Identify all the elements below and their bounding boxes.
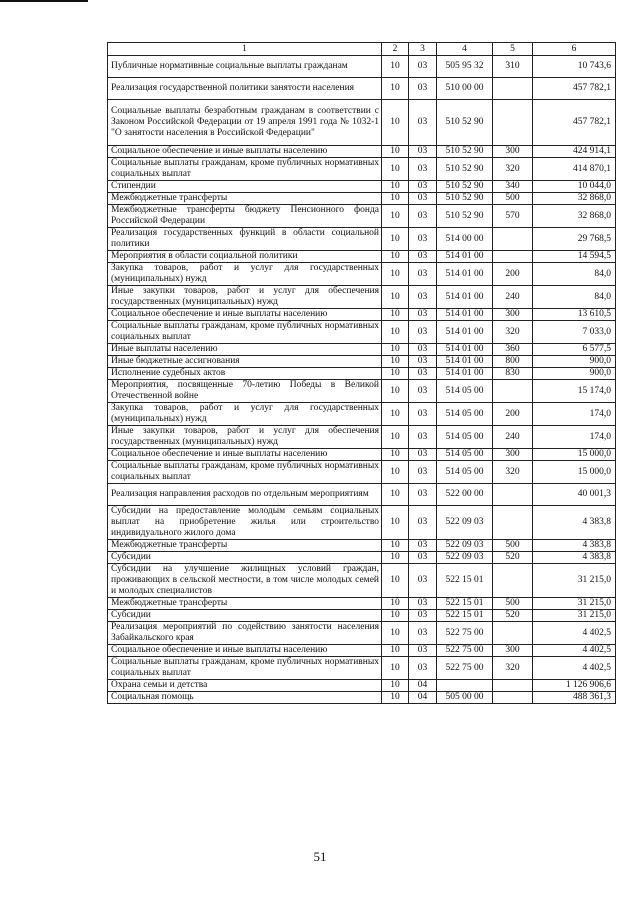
row-value-cell: 32 868,0 [533, 193, 616, 205]
row-value-cell: 31 215,0 [533, 564, 616, 598]
row-value-cell: 03 [409, 403, 437, 426]
row-value-cell: 522 09 03 [437, 552, 493, 564]
row-value-cell: 514 05 00 [437, 449, 493, 461]
row-value-cell: 320 [493, 158, 533, 181]
row-value-cell: 510 52 90 [437, 205, 493, 228]
row-value-cell: 10 [382, 461, 409, 484]
table-row [108, 403, 616, 426]
row-value-cell: 522 15 01 [437, 598, 493, 610]
row-value-cell: 457 782,1 [533, 78, 616, 100]
row-value-cell: 505 00 00 [437, 692, 493, 704]
table-row [108, 506, 616, 540]
row-value-cell: 514 00 00 [437, 228, 493, 251]
table-row [108, 692, 616, 704]
row-value-cell: 32 868,0 [533, 205, 616, 228]
row-value-cell: 03 [409, 321, 437, 344]
row-label-cell: Субсидии на улучшение жилищных условий граждан, проживающих в сельской местности, в том числе молодых семей и молодых специалистов [108, 564, 382, 598]
row-value-cell: 510 52 90 [437, 146, 493, 158]
row-value-cell: 360 [493, 344, 533, 356]
row-value-cell: 522 15 01 [437, 564, 493, 598]
row-value-cell: 10 [382, 146, 409, 158]
table-row [108, 193, 616, 205]
row-value-cell [493, 564, 533, 598]
row-value-cell: 522 00 00 [437, 484, 493, 506]
row-value-cell: 505 95 32 [437, 56, 493, 78]
row-value-cell: 10 [382, 426, 409, 449]
row-label-cell: Иные выплаты населению [108, 344, 382, 356]
row-value-cell: 84,0 [533, 286, 616, 309]
row-value-cell: 457 782,1 [533, 100, 616, 146]
row-value-cell: 10 [382, 657, 409, 680]
row-value-cell: 10 [382, 100, 409, 146]
row-value-cell: 10 [382, 205, 409, 228]
row-value-cell: 03 [409, 344, 437, 356]
row-value-cell: 03 [409, 380, 437, 403]
row-label-cell: Социальное обеспечение и иные выплаты населению [108, 645, 382, 657]
row-value-cell: 522 75 00 [437, 622, 493, 645]
row-value-cell: 1 126 906,6 [533, 680, 616, 692]
row-value-cell: 03 [409, 368, 437, 380]
row-value-cell: 510 52 90 [437, 181, 493, 193]
row-value-cell: 900,0 [533, 356, 616, 368]
row-value-cell: 500 [493, 193, 533, 205]
row-value-cell: 514 01 00 [437, 356, 493, 368]
row-value-cell: 300 [493, 146, 533, 158]
table-row [108, 56, 616, 78]
row-value-cell [493, 692, 533, 704]
row-value-cell: 03 [409, 286, 437, 309]
row-label-cell: Стипендии [108, 181, 382, 193]
table-row [108, 368, 616, 380]
table-row [108, 263, 616, 286]
row-label-cell: Иные закупки товаров, работ и услуг для обеспечения государственных (муниципальных) нужд [108, 286, 382, 309]
row-value-cell: 900,0 [533, 368, 616, 380]
table-row [108, 181, 616, 193]
row-value-cell: 4 383,8 [533, 552, 616, 564]
row-value-cell: 6 577,5 [533, 344, 616, 356]
row-value-cell: 514 01 00 [437, 263, 493, 286]
row-value-cell: 510 52 90 [437, 158, 493, 181]
row-value-cell: 310 [493, 56, 533, 78]
row-value-cell: 03 [409, 426, 437, 449]
header-cell: 1 [108, 43, 382, 56]
row-value-cell: 03 [409, 146, 437, 158]
row-value-cell: 4 383,8 [533, 540, 616, 552]
row-value-cell: 10 [382, 286, 409, 309]
row-label-cell: Межбюджетные трансферты [108, 598, 382, 610]
row-label-cell: Межбюджетные трансферты [108, 193, 382, 205]
table-row [108, 251, 616, 263]
row-value-cell: 14 594,5 [533, 251, 616, 263]
row-label-cell: Социальные выплаты гражданам, кроме публичных нормативных социальных выплат [108, 321, 382, 344]
row-value-cell: 15 000,0 [533, 449, 616, 461]
row-label-cell: Закупка товаров, работ и услуг для государственных (муниципальных) нужд [108, 403, 382, 426]
row-value-cell: 830 [493, 368, 533, 380]
row-value-cell: 514 05 00 [437, 403, 493, 426]
row-value-cell: 03 [409, 100, 437, 146]
row-value-cell: 10 044,0 [533, 181, 616, 193]
row-value-cell: 300 [493, 449, 533, 461]
row-value-cell: 10 [382, 449, 409, 461]
row-value-cell: 03 [409, 309, 437, 321]
row-value-cell: 29 768,5 [533, 228, 616, 251]
row-value-cell: 320 [493, 321, 533, 344]
row-value-cell: 03 [409, 610, 437, 622]
row-value-cell: 10 [382, 610, 409, 622]
row-value-cell: 10 [382, 484, 409, 506]
row-value-cell: 10 [382, 680, 409, 692]
row-value-cell: 10 [382, 78, 409, 100]
row-value-cell: 03 [409, 181, 437, 193]
row-value-cell: 520 [493, 610, 533, 622]
row-value-cell: 10 [382, 344, 409, 356]
table-row [108, 205, 616, 228]
row-value-cell: 15 174,0 [533, 380, 616, 403]
table-row [108, 309, 616, 321]
row-label-cell: Субсидии [108, 610, 382, 622]
row-label-cell: Социальные выплаты гражданам, кроме публичных нормативных социальных выплат [108, 158, 382, 181]
row-label-cell: Иные закупки товаров, работ и услуг для обеспечения государственных (муниципальных) нужд [108, 426, 382, 449]
row-value-cell: 414 870,1 [533, 158, 616, 181]
row-value-cell [493, 622, 533, 645]
row-value-cell: 7 033,0 [533, 321, 616, 344]
row-value-cell: 500 [493, 540, 533, 552]
row-value-cell: 522 09 03 [437, 540, 493, 552]
table-row [108, 286, 616, 309]
table-row [108, 552, 616, 564]
table-row [108, 321, 616, 344]
row-label-cell: Межбюджетные трансферты бюджету Пенсионного фонда Российской Федерации [108, 205, 382, 228]
table-row [108, 78, 616, 100]
row-label-cell: Социальное обеспечение и иные выплаты населению [108, 309, 382, 321]
row-value-cell: 03 [409, 205, 437, 228]
row-value-cell: 522 09 03 [437, 506, 493, 540]
row-label-cell: Исполнение судебных актов [108, 368, 382, 380]
row-value-cell: 04 [409, 692, 437, 704]
row-label-cell: Иные бюджетные ассигнования [108, 356, 382, 368]
row-value-cell: 03 [409, 622, 437, 645]
row-value-cell [493, 506, 533, 540]
header-cell: 6 [533, 43, 616, 56]
row-label-cell: Социальные выплаты гражданам, кроме публичных нормативных социальных выплат [108, 461, 382, 484]
row-value-cell: 03 [409, 78, 437, 100]
row-value-cell: 10 743,6 [533, 56, 616, 78]
row-value-cell [493, 100, 533, 146]
row-label-cell: Социальное обеспечение и иные выплаты населению [108, 146, 382, 158]
row-value-cell: 174,0 [533, 403, 616, 426]
table-row [108, 645, 616, 657]
row-value-cell: 510 00 00 [437, 78, 493, 100]
row-value-cell: 10 [382, 540, 409, 552]
row-value-cell: 514 01 00 [437, 321, 493, 344]
row-value-cell: 10 [382, 368, 409, 380]
row-label-cell: Публичные нормативные социальные выплаты гражданам [108, 56, 382, 78]
row-value-cell: 10 [382, 193, 409, 205]
table-row [108, 484, 616, 506]
table-row [108, 680, 616, 692]
header-cell: 5 [493, 43, 533, 56]
row-value-cell: 10 [382, 56, 409, 78]
row-value-cell: 10 [382, 645, 409, 657]
row-value-cell: 10 [382, 309, 409, 321]
row-value-cell [493, 380, 533, 403]
row-value-cell: 500 [493, 598, 533, 610]
row-label-cell: Социальные выплаты безработным гражданам в соответствии с Законом Российской Федерации от 19 апреля 1991 года № 1032-1 "О занятости населения в Российской Федерации" [108, 100, 382, 146]
row-value-cell: 424 914,1 [533, 146, 616, 158]
header-cell: 4 [437, 43, 493, 56]
row-value-cell: 488 361,3 [533, 692, 616, 704]
row-value-cell: 800 [493, 356, 533, 368]
table-row [108, 449, 616, 461]
row-value-cell: 03 [409, 506, 437, 540]
row-value-cell: 10 [382, 356, 409, 368]
row-value-cell: 514 01 00 [437, 286, 493, 309]
row-value-cell: 4 402,5 [533, 645, 616, 657]
row-label-cell: Субсидии на предоставление молодым семьям социальных выплат на приобретение жилья или строительство индивидуального жилого дома [108, 506, 382, 540]
row-value-cell: 200 [493, 263, 533, 286]
row-label-cell: Реализация направления расходов по отдельным мероприятиям [108, 484, 382, 506]
table-row [108, 380, 616, 403]
row-value-cell: 03 [409, 263, 437, 286]
row-value-cell: 03 [409, 564, 437, 598]
row-value-cell: 320 [493, 461, 533, 484]
row-value-cell: 03 [409, 552, 437, 564]
row-value-cell: 4 402,5 [533, 622, 616, 645]
row-value-cell: 522 75 00 [437, 645, 493, 657]
table-row [108, 622, 616, 645]
row-value-cell: 514 01 00 [437, 251, 493, 263]
row-value-cell: 03 [409, 449, 437, 461]
row-value-cell: 4 383,8 [533, 506, 616, 540]
row-value-cell: 200 [493, 403, 533, 426]
table-row [108, 356, 616, 368]
row-value-cell: 03 [409, 484, 437, 506]
row-value-cell: 514 05 00 [437, 461, 493, 484]
row-value-cell: 03 [409, 193, 437, 205]
row-value-cell: 300 [493, 309, 533, 321]
row-value-cell [493, 78, 533, 100]
row-value-cell: 03 [409, 598, 437, 610]
row-value-cell: 31 215,0 [533, 610, 616, 622]
row-value-cell: 03 [409, 356, 437, 368]
budget-table [107, 42, 616, 704]
row-label-cell: Закупка товаров, работ и услуг для государственных (муниципальных) нужд [108, 263, 382, 286]
row-value-cell: 03 [409, 461, 437, 484]
row-value-cell: 13 610,5 [533, 309, 616, 321]
table-row [108, 610, 616, 622]
row-value-cell: 340 [493, 181, 533, 193]
row-value-cell [493, 251, 533, 263]
row-value-cell: 10 [382, 692, 409, 704]
row-value-cell: 03 [409, 228, 437, 251]
row-value-cell: 174,0 [533, 426, 616, 449]
table-row [108, 344, 616, 356]
row-value-cell: 514 01 00 [437, 368, 493, 380]
row-value-cell: 522 75 00 [437, 657, 493, 680]
row-value-cell [493, 680, 533, 692]
row-label-cell: Межбюджетные трансферты [108, 540, 382, 552]
row-value-cell: 10 [382, 598, 409, 610]
row-label-cell: Социальное обеспечение и иные выплаты населению [108, 449, 382, 461]
row-value-cell: 10 [382, 403, 409, 426]
page-number: 51 [313, 849, 327, 864]
row-value-cell: 570 [493, 205, 533, 228]
row-value-cell: 31 215,0 [533, 598, 616, 610]
row-value-cell: 300 [493, 645, 533, 657]
row-label-cell: Реализация государственных функций в области социальной политики [108, 228, 382, 251]
row-value-cell: 15 000,0 [533, 461, 616, 484]
row-value-cell: 84,0 [533, 263, 616, 286]
row-label-cell: Мероприятия в области социальной политики [108, 251, 382, 263]
row-value-cell: 10 [382, 228, 409, 251]
row-label-cell: Охрана семьи и детства [108, 680, 382, 692]
row-value-cell [493, 484, 533, 506]
row-value-cell: 10 [382, 181, 409, 193]
row-value-cell: 04 [409, 680, 437, 692]
row-value-cell: 10 [382, 321, 409, 344]
row-value-cell: 510 52 90 [437, 100, 493, 146]
row-value-cell: 03 [409, 657, 437, 680]
row-value-cell: 522 15 01 [437, 610, 493, 622]
row-label-cell: Социальная помощь [108, 692, 382, 704]
row-value-cell: 03 [409, 251, 437, 263]
table-row [108, 100, 616, 146]
row-value-cell [437, 680, 493, 692]
row-value-cell [493, 228, 533, 251]
header-rule [0, 0, 88, 2]
row-value-cell: 40 001,3 [533, 484, 616, 506]
row-value-cell: 4 402,5 [533, 657, 616, 680]
table-row [108, 426, 616, 449]
row-value-cell: 10 [382, 263, 409, 286]
row-value-cell: 240 [493, 426, 533, 449]
table-row [108, 564, 616, 598]
table-row [108, 598, 616, 610]
header-cell: 2 [382, 43, 409, 56]
row-value-cell: 03 [409, 540, 437, 552]
row-value-cell: 03 [409, 645, 437, 657]
row-value-cell: 510 52 90 [437, 193, 493, 205]
row-value-cell: 10 [382, 564, 409, 598]
row-value-cell: 10 [382, 622, 409, 645]
row-label-cell: Субсидии [108, 552, 382, 564]
row-value-cell: 03 [409, 158, 437, 181]
row-value-cell: 514 05 00 [437, 380, 493, 403]
header-cell: 3 [409, 43, 437, 56]
table-row [108, 540, 616, 552]
row-value-cell: 320 [493, 657, 533, 680]
row-value-cell: 10 [382, 380, 409, 403]
row-label-cell: Реализация мероприятий по содействию занятости населения Забайкальского края [108, 622, 382, 645]
row-label-cell: Реализация государственной политики занятости населения [108, 78, 382, 100]
row-value-cell: 514 01 00 [437, 344, 493, 356]
row-value-cell: 10 [382, 506, 409, 540]
row-value-cell: 514 05 00 [437, 426, 493, 449]
row-value-cell: 10 [382, 552, 409, 564]
table-row [108, 461, 616, 484]
row-label-cell: Социальные выплаты гражданам, кроме публичных нормативных социальных выплат [108, 657, 382, 680]
row-label-cell: Мероприятия, посвященные 70-летию Победы в Великой Отечественной войне [108, 380, 382, 403]
row-value-cell: 520 [493, 552, 533, 564]
table-header-row [108, 43, 616, 56]
row-value-cell: 10 [382, 251, 409, 263]
row-value-cell: 03 [409, 56, 437, 78]
row-value-cell: 10 [382, 158, 409, 181]
table-row [108, 228, 616, 251]
table-row [108, 146, 616, 158]
row-value-cell: 514 01 00 [437, 309, 493, 321]
table-row [108, 657, 616, 680]
table-row [108, 158, 616, 181]
row-value-cell: 240 [493, 286, 533, 309]
